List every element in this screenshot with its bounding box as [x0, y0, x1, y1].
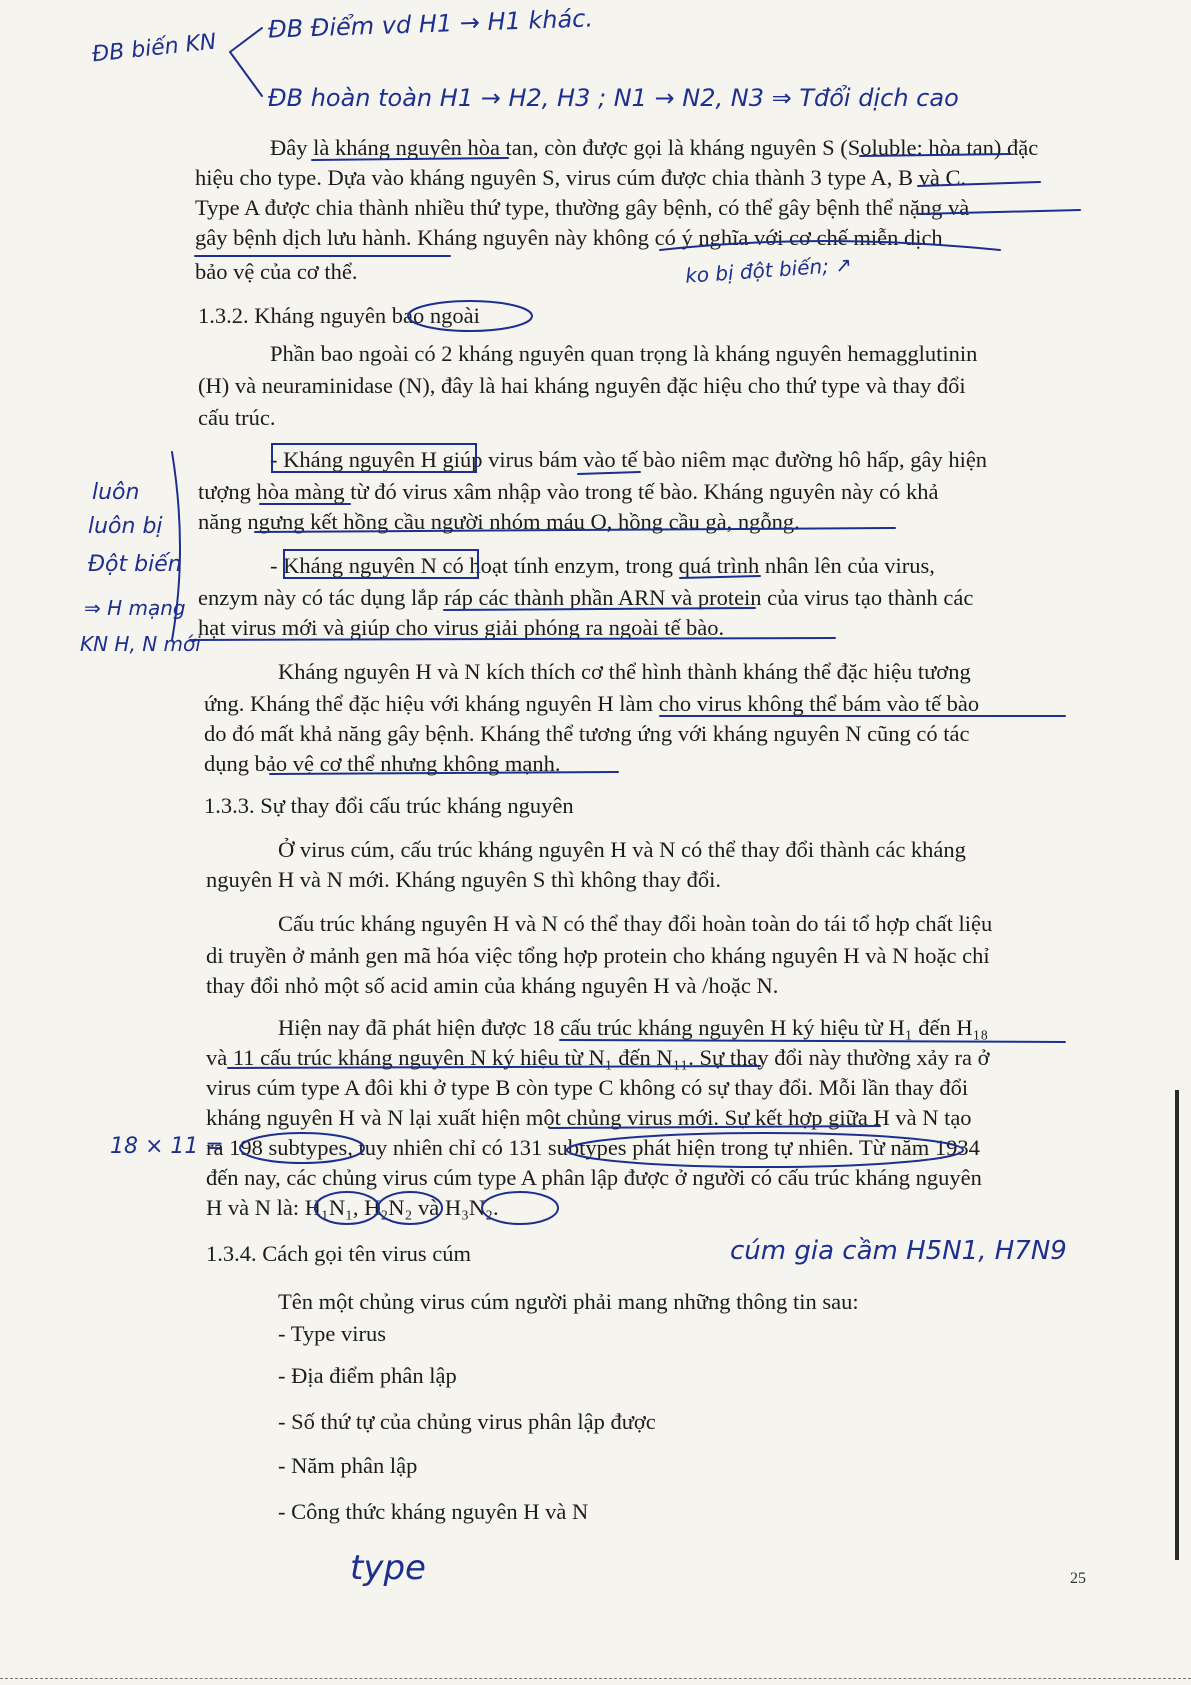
section-heading-1-3-4: 1.3.4. Cách gọi tên virus cúm [206, 1241, 471, 1266]
handwritten-note-point-mutation: ĐB Điểm vd H1 → H1 khác. [267, 4, 594, 44]
naming-item-5: - Công thức kháng nguyên H và N [278, 1499, 589, 1524]
intro-line-1: Đây là kháng nguyên hòa tan, còn được gọi là kháng nguyên S (Soluble: hòa tan) đặc [270, 135, 1039, 160]
antibody-line-3: do đó mất khả năng gây bệnh. Kháng thể tương ứng với kháng nguyên N cũng có tác [204, 721, 970, 746]
h-antigen-line-2: tượng hòa màng từ đó virus xâm nhập vào trong tế bào. Kháng nguyên này có khả [198, 479, 939, 504]
bracket-ink [230, 28, 262, 96]
page-number: 25 [1070, 1570, 1086, 1587]
naming-item-4: - Năm phân lập [278, 1453, 418, 1478]
h-antigen-line-3: năng ngưng kết hồng cầu người nhóm máu O, hồng cầu gà, ngỗng. [198, 509, 800, 534]
scan-edge-bar [1175, 1090, 1179, 1560]
envelope-line-2: (H) và neuraminidase (N), đây là hai kháng nguyên đặc hiệu cho thứ type và thay đổi [198, 373, 966, 398]
section-heading-1-3-2: 1.3.2. Kháng nguyên bao ngoài [198, 303, 480, 328]
handwritten-note-no-mutation: ko bị đột biến; ↗ [684, 252, 853, 288]
naming-intro: Tên một chủng virus cúm người phải mang những thông tin sau: [278, 1289, 859, 1314]
handwritten-margin-4: ⇒ H mạng [84, 596, 186, 620]
discovery-line-2: và 11 cấu trúc kháng nguyên N ký hiệu từ N₁ đến N₁₁. Sự thay đổi này thường xảy ra ở [206, 1045, 990, 1070]
n-antigen-line-3: hạt virus mới và giúp cho virus giải phóng ra ngoài tế bào. [198, 615, 725, 640]
handwritten-calculation: 18 × 11 = [110, 1134, 224, 1159]
handwritten-note-total-mutation: ĐB hoàn toàn H1 → H2, H3 ; N1 → N2, N3 ⇒ Tđổi dịch cao [268, 84, 959, 112]
handwritten-margin-5: KN H, N mới [80, 632, 201, 656]
intro-line-4: gây bệnh dịch lưu hành. Kháng nguyên này không có ý nghĩa với cơ chế miễn dịch [195, 225, 943, 250]
handwritten-margin-2: luôn bị [88, 514, 163, 539]
n-antigen-line-1: - Kháng nguyên N có hoạt tính enzym, trong quá trình nhân lên của virus, [270, 553, 935, 578]
scan-bottom-border [0, 1678, 1191, 1679]
structure-line-2: di truyền ở mảnh gen mã hóa việc tổng hợp protein cho kháng nguyên H và N hoặc chỉ [206, 943, 990, 968]
handwritten-type: type [350, 1548, 426, 1588]
antibody-line-2: ứng. Kháng thể đặc hiệu với kháng nguyên H làm cho virus không thể bám vào tế bào [204, 691, 980, 716]
section-heading-1-3-3: 1.3.3. Sự thay đổi cấu trúc kháng nguyên [204, 793, 574, 818]
handwritten-bird-flu: cúm gia cầm H5N1, H7N9 [730, 1236, 1067, 1266]
h-antigen-line-1: - Kháng nguyên H giúp virus bám vào tế bào niêm mạc đường hô hấp, gây hiện [270, 447, 988, 472]
discovery-line-5: ra 198 subtypes, tuy nhiên chỉ có 131 subtypes phát hiện trong tự nhiên. Từ năm 1934 [206, 1135, 980, 1160]
naming-item-3: - Số thứ tự của chủng virus phân lập được [278, 1409, 656, 1434]
discovery-line-1: Hiện nay đã phát hiện được 18 cấu trúc kháng nguyên H ký hiệu từ H₁ đến H₁₈ [278, 1015, 989, 1040]
naming-item-1: - Type virus [278, 1321, 386, 1346]
handwritten-margin-3: Đột biến [88, 552, 182, 577]
structure-line-3: thay đổi nhỏ một số acid amin của kháng nguyên H và /hoặc N. [206, 973, 779, 998]
envelope-line-3: cấu trúc. [198, 405, 276, 430]
handwritten-margin-1: luôn [92, 480, 140, 505]
intro-line-5: bảo vệ của cơ thể. [195, 259, 358, 284]
n-antigen-line-2: enzym này có tác dụng lắp ráp các thành phần ARN và protein của virus tạo thành các [198, 585, 974, 610]
discovery-line-7: H và N là: H₁N₁, H₂N₂ và H₃N₂. [206, 1195, 499, 1220]
envelope-line-1: Phần bao ngoài có 2 kháng nguyên quan trọng là kháng nguyên hemagglutinin [270, 341, 978, 366]
discovery-line-6: đến nay, các chủng virus cúm type A phân lập được ở người có cấu trúc kháng nguyên [206, 1165, 982, 1190]
change-line-1: Ở virus cúm, cấu trúc kháng nguyên H và N có thể thay đổi thành các kháng [278, 837, 966, 862]
intro-line-2: hiệu cho type. Dựa vào kháng nguyên S, virus cúm được chia thành 3 type A, B và C. [195, 165, 967, 190]
naming-item-2: - Địa điểm phân lập [278, 1363, 457, 1388]
antibody-line-1: Kháng nguyên H và N kích thích cơ thể hình thành kháng thể đặc hiệu tương [278, 659, 971, 684]
antibody-line-4: dụng bảo vệ cơ thể nhưng không mạnh. [204, 751, 561, 776]
discovery-line-3: virus cúm type A đôi khi ở type B còn type C không có sự thay đổi. Mỗi lần thay đổi [206, 1075, 969, 1100]
structure-line-1: Cấu trúc kháng nguyên H và N có thể thay đổi hoàn toàn do tái tổ hợp chất liệu [278, 911, 993, 936]
intro-line-3: Type A được chia thành nhiều thứ type, thường gây bệnh, có thể gây bệnh thể nặng và [195, 195, 970, 220]
handwritten-note-mutation: ĐB biến KN [91, 29, 218, 68]
change-line-2: nguyên H và N mới. Kháng nguyên S thì không thay đổi. [206, 867, 721, 892]
discovery-line-4: kháng nguyên H và N lại xuất hiện một chủng virus mới. Sự kết hợp giữa H và N tạo [206, 1105, 972, 1130]
